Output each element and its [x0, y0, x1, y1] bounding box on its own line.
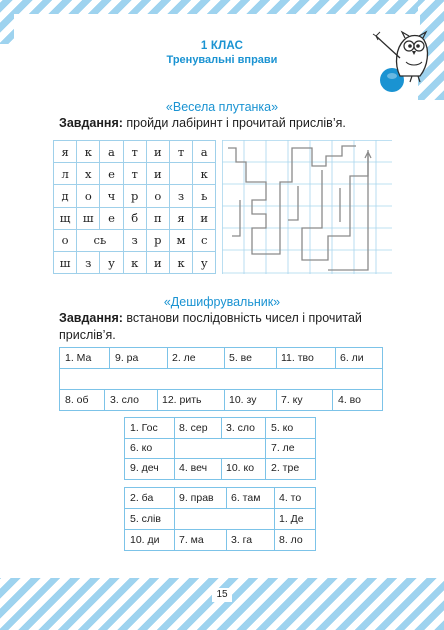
task-text: пройди лабіринт і прочитай прислів’я. [122, 116, 346, 130]
letter-cell: р [123, 185, 146, 207]
grade-label: 1 КЛАС [200, 40, 244, 52]
cipher-cell: 6. там [231, 492, 261, 504]
cipher-cell: 5. слів [130, 513, 161, 525]
cipher-cell: 11. тво [281, 352, 314, 364]
letter-cell: сь [77, 229, 123, 251]
cipher-cell: 8. сер [179, 422, 208, 434]
letter-cell: р [146, 229, 169, 251]
task-1 [59, 115, 346, 132]
cipher-box-2 [124, 417, 316, 480]
cipher-cell: 10. ко [226, 462, 255, 474]
letter-cell: и [146, 141, 169, 163]
cipher-cell: 3. сло [226, 422, 256, 434]
cipher-cell: 4. во [338, 394, 361, 406]
cipher-cell: 1. Де [279, 513, 304, 525]
letter-cell: к [77, 141, 100, 163]
cipher-cell: 1. Ма [65, 352, 92, 364]
cipher-cell: 5. ко [271, 422, 294, 434]
cipher-cell: 2. ба [130, 492, 154, 504]
cipher-box-1 [59, 347, 383, 411]
table-row [54, 207, 216, 229]
cipher-cell: 3. га [231, 534, 253, 546]
table-row [54, 251, 216, 273]
table-row [54, 163, 216, 185]
letter-cell: и [146, 163, 169, 185]
letter-cell: х [77, 163, 100, 185]
letter-cell: л [54, 163, 77, 185]
letter-cell: е [100, 207, 123, 229]
cipher-cell: 6. ли [340, 352, 364, 364]
letter-cell: е [100, 163, 123, 185]
letter-cell: с [193, 229, 216, 251]
letter-grid [53, 140, 216, 274]
letter-cell: п [146, 207, 169, 229]
letter-cell: щ [54, 207, 77, 229]
bottom-stripe-band [0, 578, 444, 630]
letter-cell: к [169, 251, 192, 273]
cipher-cell: 5. ве [229, 352, 252, 364]
letter-cell [169, 163, 192, 185]
letter-cell: к [123, 251, 146, 273]
maze-grid-lines [222, 140, 392, 274]
letter-cell: з [77, 251, 100, 273]
letter-cell: а [100, 141, 123, 163]
cipher-cell: 9. ра [115, 352, 139, 364]
letter-cell: и [193, 207, 216, 229]
maze-inner-path [232, 186, 340, 236]
letter-cell: т [169, 141, 192, 163]
cipher-cell: 9. прав [179, 492, 214, 504]
letter-cell: о [146, 185, 169, 207]
letter-cell: я [169, 207, 192, 229]
letter-cell: б [123, 207, 146, 229]
letter-cell: к [193, 163, 216, 185]
cipher-cell: 8. об [65, 394, 89, 406]
cipher-cell: 6. ко [130, 442, 153, 454]
letter-cell: т [123, 141, 146, 163]
letter-cell: м [169, 229, 192, 251]
letter-cell: о [77, 185, 100, 207]
cipher-cell: 8. ло [279, 534, 303, 546]
table-row [54, 229, 216, 251]
letter-cell: з [123, 229, 146, 251]
table-row [54, 141, 216, 163]
letter-cell: ч [100, 185, 123, 207]
owl-teacher-with-pointer-icon [372, 24, 438, 94]
cipher-cell: 7. ле [271, 442, 295, 454]
section-title-vesela-plutanka: «Весела плутанка» [165, 100, 279, 114]
cipher-cell: 10. ди [130, 534, 160, 546]
cipher-cell: 9. деч [130, 462, 159, 474]
cipher-cell: 3. сло [110, 394, 140, 406]
letter-cell: ь [193, 185, 216, 207]
table-row [54, 185, 216, 207]
header-subtitle: Тренувальні вправи [166, 54, 278, 66]
cipher-cell: 4. то [279, 492, 302, 504]
letter-cell: у [193, 251, 216, 273]
cipher-cell: 4. веч [179, 462, 208, 474]
page-number: 15 [212, 588, 232, 602]
cipher-box-3 [124, 487, 316, 551]
letter-cell: и [146, 251, 169, 273]
task-2-line2: прислів’я. [59, 328, 116, 342]
maze-grid [222, 140, 392, 274]
letter-cell: ш [54, 251, 77, 273]
letter-cell: у [100, 251, 123, 273]
cipher-cell: 2. тре [271, 462, 300, 474]
cipher-cell: 10. зу [229, 394, 257, 406]
cipher-cell: 1. Гос [130, 422, 158, 434]
letter-cell: о [54, 229, 77, 251]
letter-cell: з [169, 185, 192, 207]
letter-cell: д [54, 185, 77, 207]
letter-cell: т [123, 163, 146, 185]
cipher-cell: 7. ку [281, 394, 303, 406]
cipher-cell: 7. ма [179, 534, 204, 546]
letter-cell: ш [77, 207, 100, 229]
task-2 [59, 310, 362, 327]
section-title-deshyfruvalnyk: «Дешифрувальник» [163, 295, 281, 309]
letter-cell: я [54, 141, 77, 163]
task-label: Завдання: [59, 116, 123, 130]
cipher-cell: 2. ле [172, 352, 196, 364]
letter-cell: а [193, 141, 216, 163]
task-text-line1: встанови послідовність чисел і прочитай [122, 311, 362, 325]
task-label: Завдання: [59, 311, 123, 325]
cipher-cell: 12. рить [162, 394, 202, 406]
